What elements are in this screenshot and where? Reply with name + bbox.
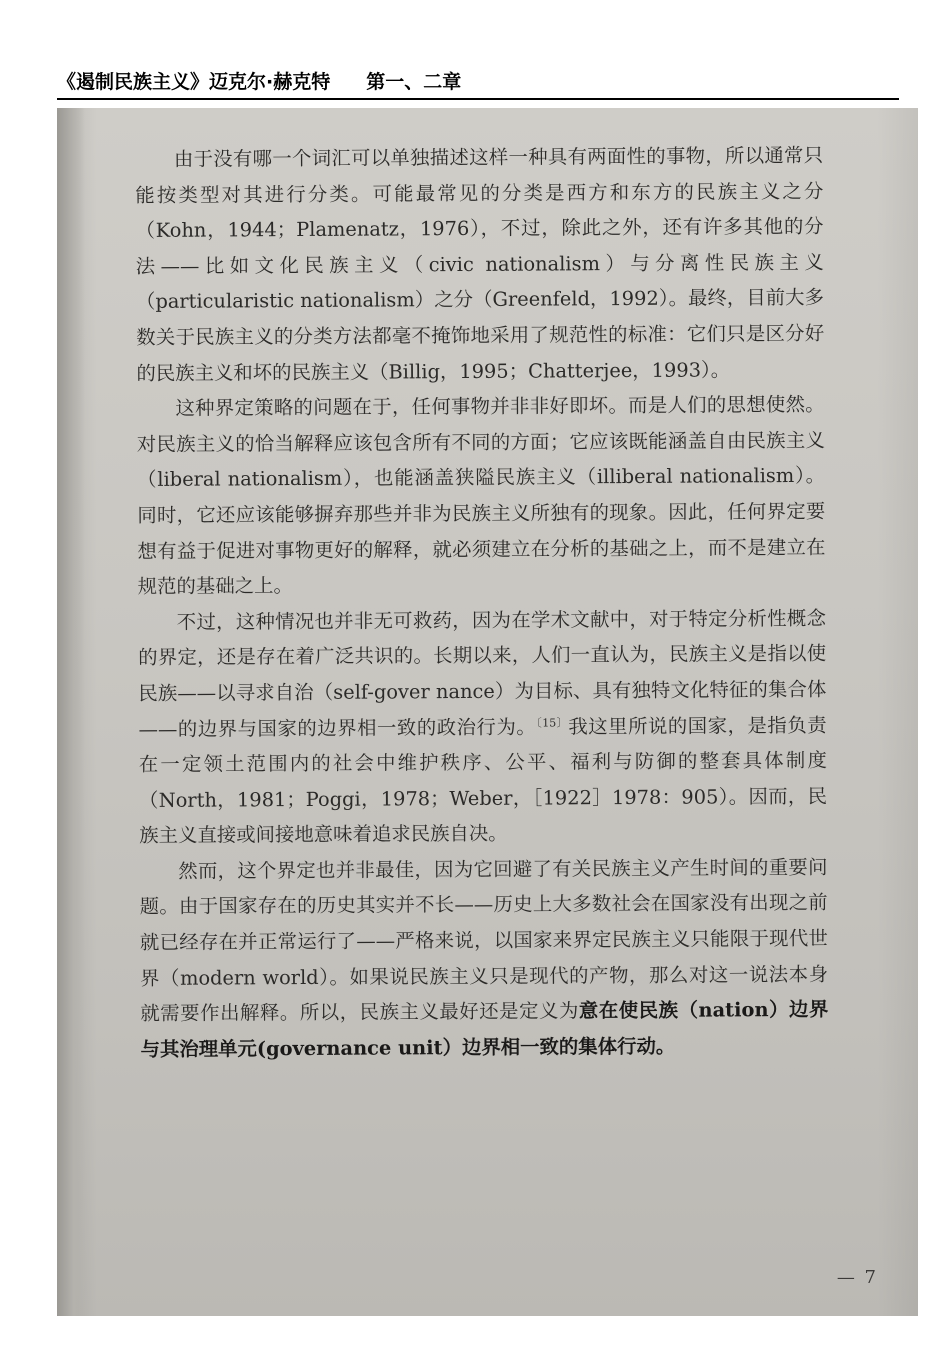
paragraph-4 xyxy=(139,850,828,1068)
page-number: — 7 xyxy=(836,1267,878,1288)
footnote-marker: 〔15〕 xyxy=(536,715,569,730)
paragraph-2: 这种界定策略的问题在于，任何事物并非非好即坏。而是人们的思想使然。对民族主义的恰当解释应该包含所有不同的方面；它应该既能涵盖自由民族主义（liberal nationalism），也能涵盖狭隘民族主义（illiberal nationalism）。同时，它还应该能够摒弃那些并非为民族主义所独有的现象。因此，任何界定要想有益于促进对事物更好的解释，就必须建立在分析的基础之上，而不是建立在规范的基础之上。 xyxy=(136,392,826,599)
paragraph-3-text: 不过，这种情况也并非无可救药，因为在学术文献中，对于特定分析性概念的界定，还是存在着广泛共识的。长期以来，人们一直认为，民族主义是指以使民族——以寻求自治（self-gover nance）为目标、具有独特文化特征的集合体——的边界与国家的边界相一致的政治行为。 xyxy=(138,606,827,741)
definition-emphasis: 意在使民族（nation）边界与其治理单元(governance unit）边界相一致的集体行动。 xyxy=(140,998,829,1061)
page-body xyxy=(135,138,829,1068)
paragraph-3 xyxy=(138,601,828,854)
paragraph-4-text: 然而，这个界定也并非最佳，因为它回避了有关民族主义产生时间的重要问题。由于国家存在的历史其实并不长——历史上大多数社会在国家没有出现之前就已经存在并正常运行了——严格来说，以国家来界定民族主义只能限于现代世界（modern world）。如果说民族主义只是现代的产物，那么对这一说法本身就需要作出解释。所以，民族主义最好还是定义为 xyxy=(139,855,829,1026)
book-spine-shadow xyxy=(57,108,85,1316)
header-book-title: 《遏制民族主义》迈克尔·赫克特 xyxy=(57,71,331,93)
header-text xyxy=(57,67,461,94)
header-chapter: 第一、二章 xyxy=(366,71,462,93)
document-header xyxy=(57,66,899,100)
paragraph-1: 由于没有哪一个词汇可以单独描述这样一种具有两面性的事物，所以通常只能按类型对其进行分类。可能最常见的分类是西方和东方的民族主义之分（Kohn，1944；Plamenatz，1976），不过，除此之外，还有许多其他的分法——比如文化民族主义（civic nationalism）与分离性民族主义（particularistic nationalism）之分（Greenfeld，1992）。最终，目前大多数关于民族主义的分类方法都毫不掩饰地采用了规范性的标准：它们只是区分好的民族主义和坏的民族主义（Billig，1995；Chatterjee，1993）。 xyxy=(135,143,825,385)
paragraph-3-text-continued: 我这里所说的国家，是指负责在一定领土范围内的社会中维护秩序、公平、福利与防御的整套具体制度（North，1981；Poggi，1978；Weber，［1922］1978：905）。因而，民族主义直接或间接地意味着追求民族自决。 xyxy=(138,713,828,848)
book-page-photo xyxy=(57,108,918,1316)
